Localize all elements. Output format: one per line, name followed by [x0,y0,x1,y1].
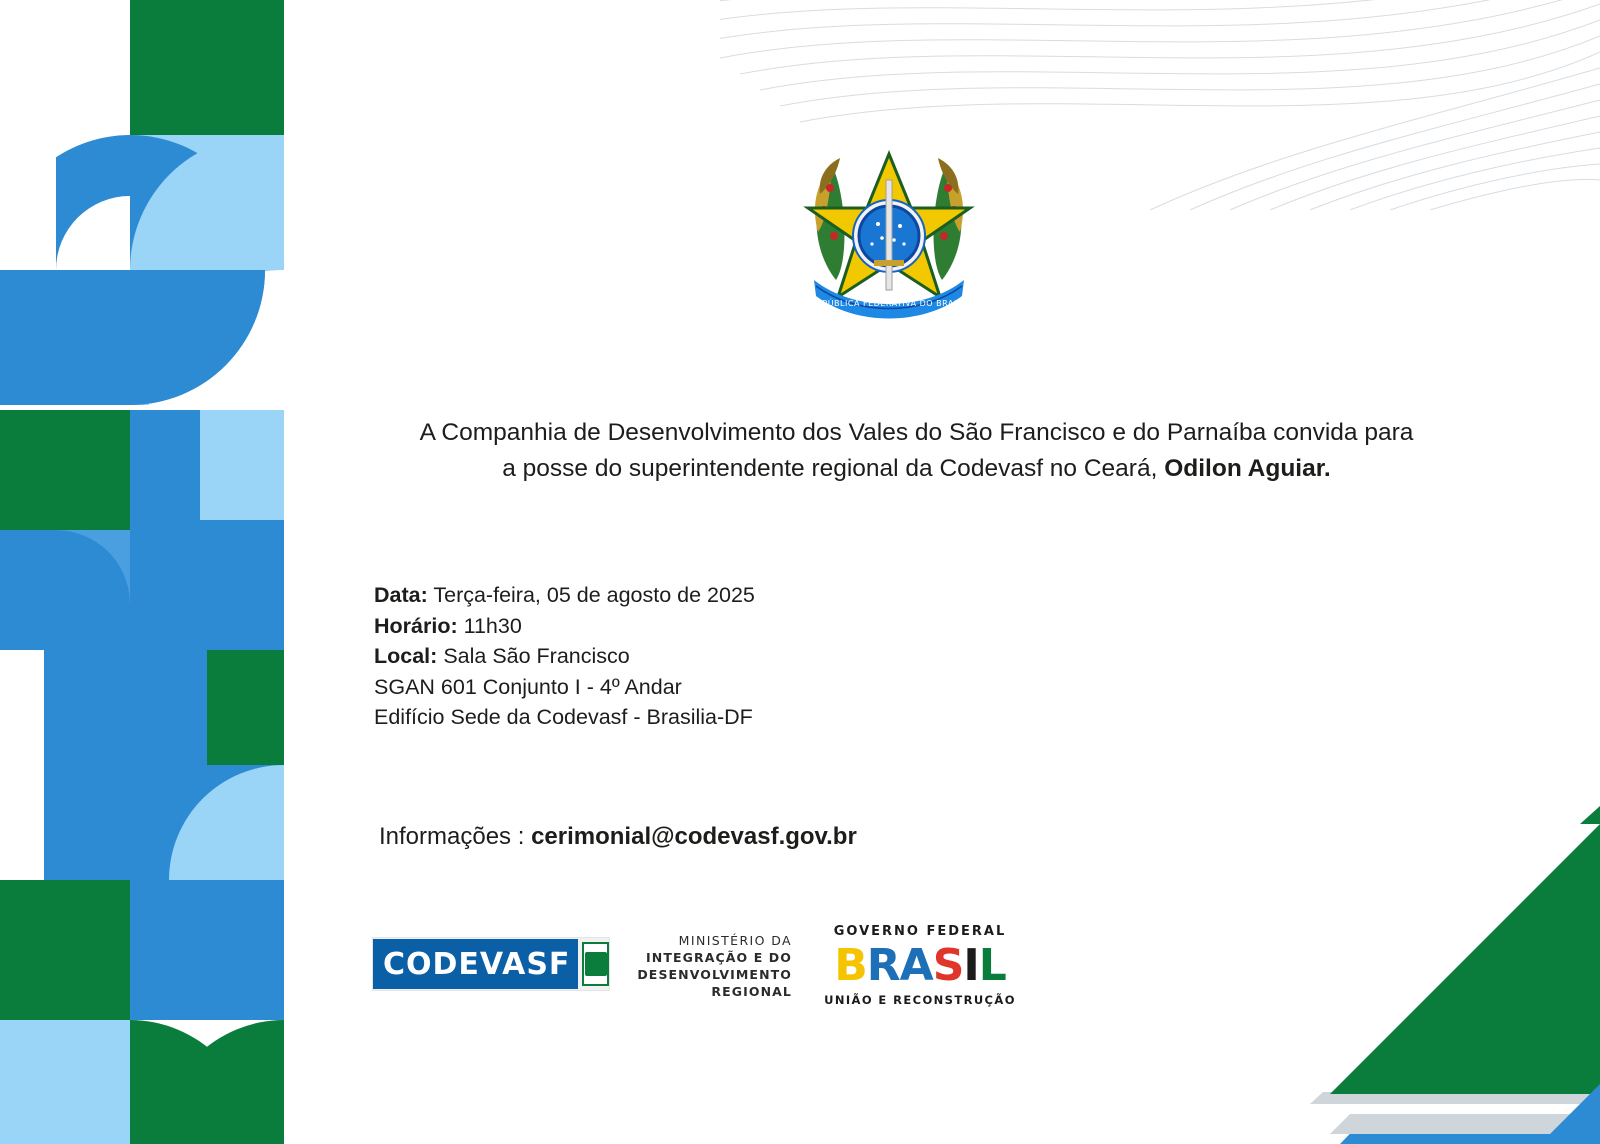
codevasf-emblem-icon [582,942,609,986]
detail-row-address-2: Edifício Sede da Codevasf - Brasilia-DF [374,705,753,730]
contact-email[interactable]: cerimonial@codevasf.gov.br [531,823,857,850]
ministry-line-3: DESENVOLVIMENTO [637,967,792,982]
detail-row-date [374,580,755,611]
codevasf-logo [372,937,610,991]
ministry-line-4: REGIONAL [711,984,792,999]
detail-row-time [374,611,755,642]
honoree-name: Odilon Aguiar. [1164,455,1331,482]
ministry-line-1: MINISTÉRIO DA [678,933,792,948]
invitation-line-2-prefix: a posse do superintendente regional da Codevasf no Ceará, [502,455,1165,482]
logo-strip [372,920,1132,1020]
invitation-paragraph [369,415,1464,487]
date-value: Terça-feira, 05 de agosto de 2025 [433,583,755,607]
ministry-line-2: INTEGRAÇÃO E DO [646,950,792,965]
brasil-letter-b: B [834,940,867,991]
left-deco-shapes [0,0,284,1144]
brasil-wordmark [820,940,1020,991]
ministry-lockup [634,932,792,1000]
contact-info [379,823,857,851]
brasil-letter-l: L [978,940,1006,991]
brasil-letter-i: I [963,940,979,991]
codevasf-emblem-inner [585,952,607,976]
brasil-letter-a: A [899,940,933,991]
gov-federal-bottom-text: UNIÃO E RECONSTRUÇÃO [824,993,1016,1007]
codevasf-wordmark: CODEVASF [373,939,578,989]
detail-row-place [374,641,755,672]
invitation-line-1: A Companhia de Desenvolvimento dos Vales do São Francisco e do Parnaíba convida para [419,419,1414,446]
date-label: Data: [374,583,428,607]
brasil-letter-s: S [932,940,964,991]
place-value: Sala São Francisco [443,644,630,669]
left-decorative-panel [0,0,284,1144]
time-label: Horário: [374,613,458,638]
brasil-letter-r: R [866,940,900,991]
detail-row-address-1: SGAN 601 Conjunto I - 4º Andar [374,674,682,699]
info-label: Informações : [379,823,532,850]
time-value: 11h30 [463,613,522,638]
brazil-coat-of-arms-icon [794,140,984,325]
coat-of-arms-svg [794,140,984,325]
event-details [374,580,755,733]
place-label: Local: [374,644,438,669]
svg-text:REPÚBLICA FEDERATIVA DO BRASIL: REPÚBLICA FEDERATIVA DO BRASIL [810,299,968,308]
gov-federal-logo [820,924,1020,1007]
invitation-content [284,0,1600,1144]
gov-federal-top-text: GOVERNO FEDERAL [833,924,1007,939]
